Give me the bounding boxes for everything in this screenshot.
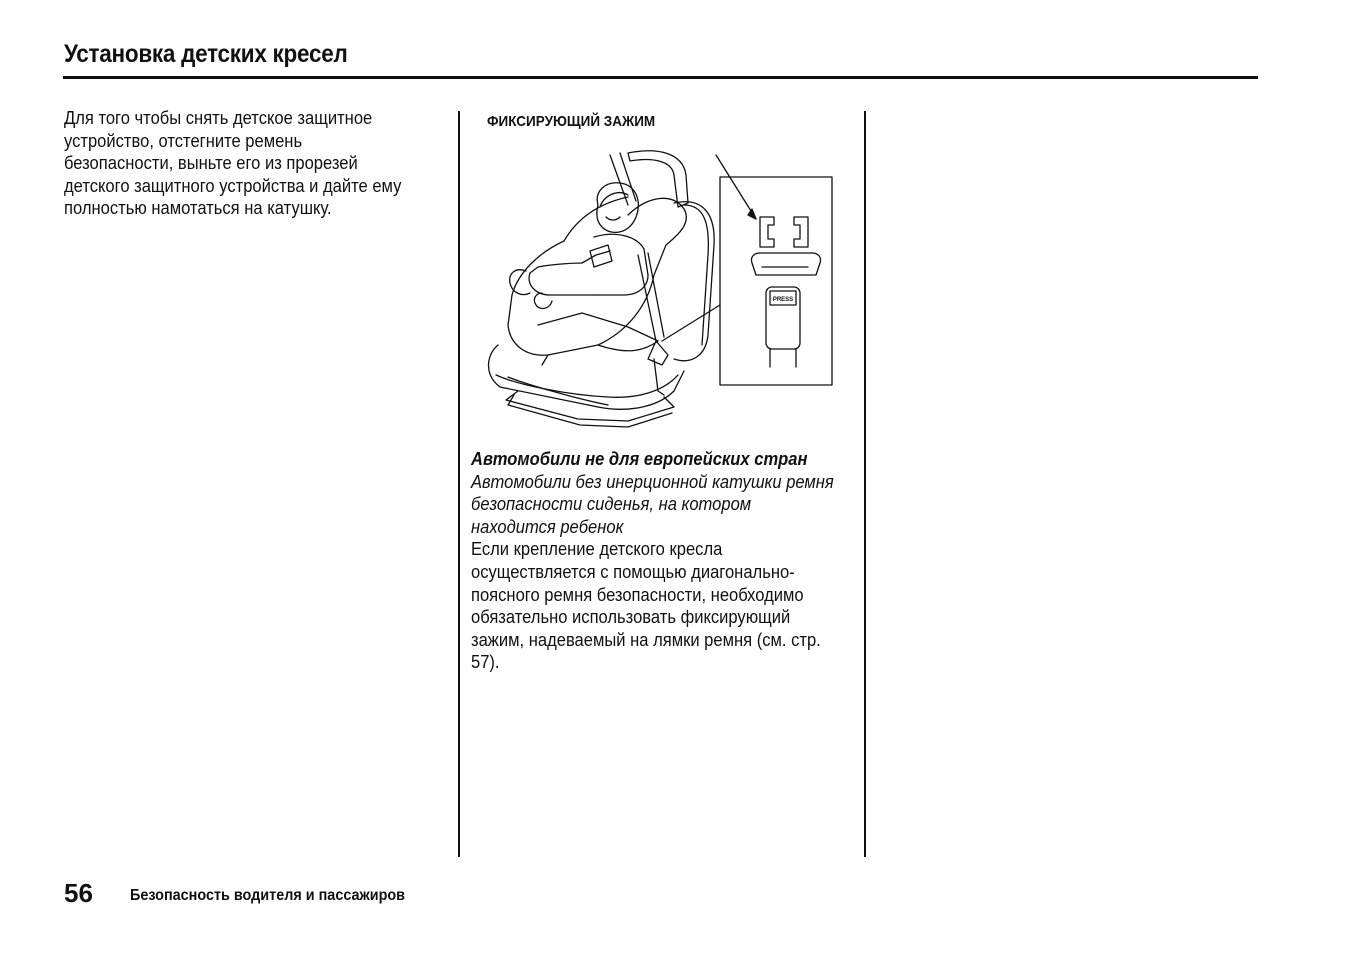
page-number: 56 — [64, 878, 93, 908]
left-column-paragraph: Для того чтобы снять детское защитное устройство, отстегните ремень безопасности, выньте его из прорезей детского защитного устройства и дайте ему полностью намотаться на катушку. — [64, 108, 402, 219]
child-safety-seat — [508, 197, 686, 395]
car-seat — [489, 151, 715, 427]
callout-arrowhead — [748, 209, 756, 219]
page-title: Установка детских кресел — [64, 40, 348, 68]
callout-line-top — [716, 155, 756, 219]
title-rule — [63, 76, 1258, 79]
middle-column — [471, 448, 834, 674]
buckle-press-label: PRESS — [772, 297, 794, 303]
figure-label: ФИКСИРУЮЩИЙ ЗАЖИМ — [487, 113, 656, 130]
section-subheading: Автомобили без инерционной катушки ремня безопасности сиденья, на котором находится ребенок — [471, 471, 834, 537]
column-divider-right — [864, 111, 866, 857]
section-heading: Автомобили не для европейских стран — [471, 449, 808, 469]
section-body: Если крепление детского кресла осуществляется с помощью диагонально-поясного ремня безопасности, необходимо обязательно использовать фиксирующий зажим, надеваемый на лямки ремня (см. стр. 57). — [471, 539, 821, 673]
callout-line-bottom — [662, 305, 720, 341]
child-seat-illustration — [478, 145, 838, 435]
footer-section-name: Безопасность водителя и пассажиров — [130, 887, 406, 904]
column-divider-left — [458, 111, 460, 857]
locking-clip-detail — [720, 177, 832, 385]
